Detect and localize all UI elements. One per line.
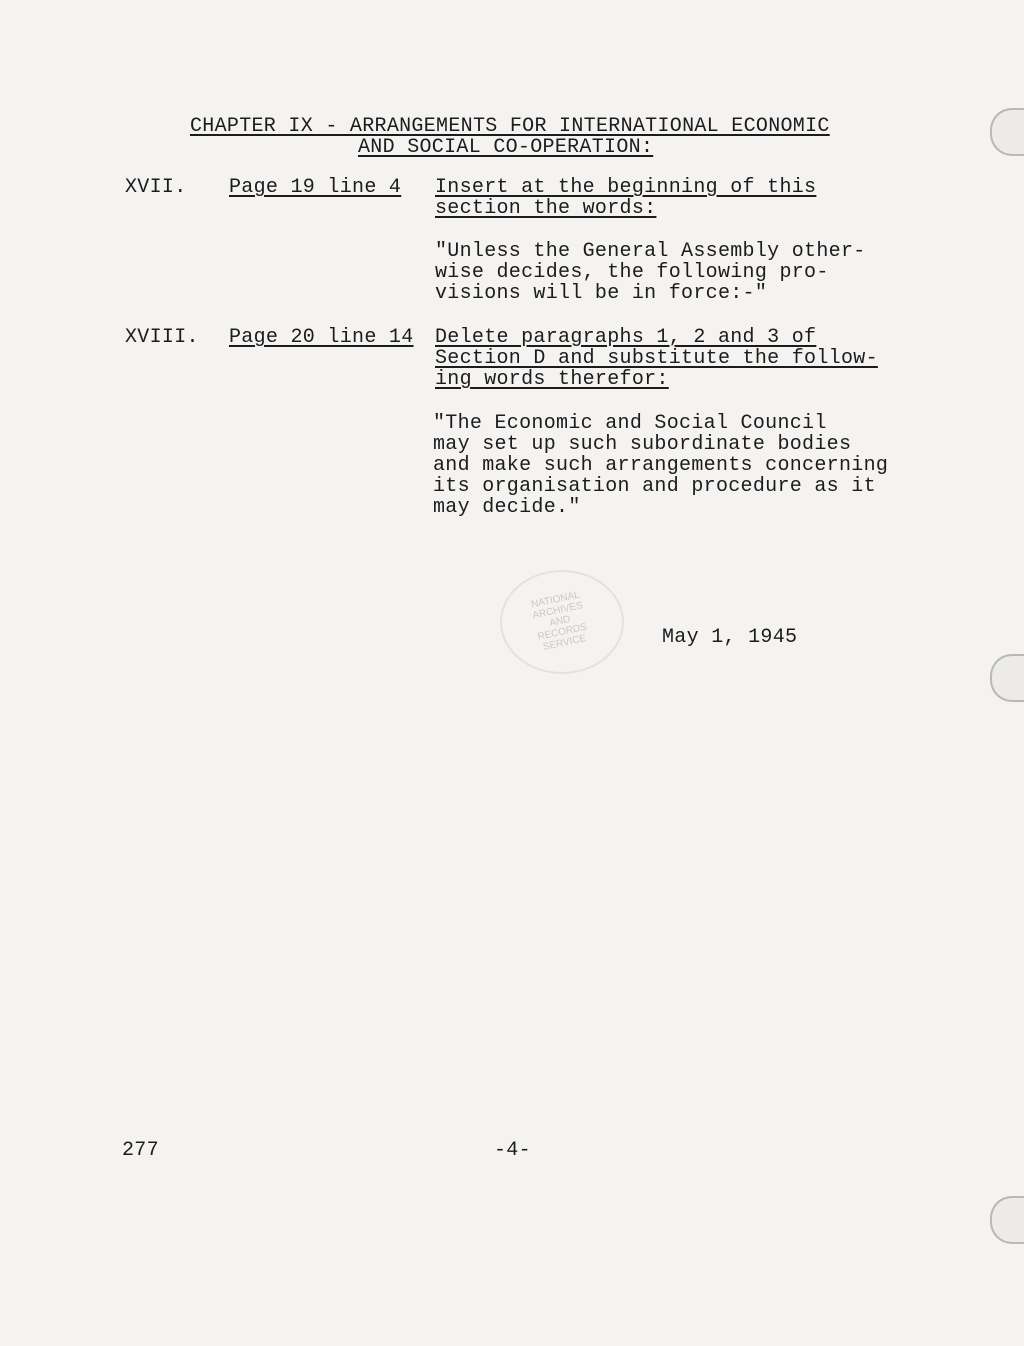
- entry-number: XVII.: [125, 176, 187, 199]
- chapter-heading-line-2: AND SOCIAL CO-OPERATION:: [358, 136, 654, 159]
- chapter-heading-line-1: CHAPTER IX - ARRANGEMENTS FOR INTERNATIONAL ECONOMIC: [190, 115, 830, 138]
- entry-instruction-line: section the words:: [435, 197, 657, 220]
- footer-document-number: 277: [122, 1139, 159, 1162]
- quoted-text-line: and make such arrangements concerning: [433, 454, 889, 477]
- quoted-text-line: "The Economic and Social Council: [433, 412, 827, 435]
- punch-hole-bottom: [990, 1196, 1024, 1244]
- footer-page-number: -4-: [494, 1139, 531, 1162]
- entry-instruction-line: Delete paragraphs 1, 2 and 3 of: [435, 326, 817, 349]
- entry-instruction-line: Section D and substitute the follow-: [435, 347, 878, 370]
- archive-stamp-text: NATIONAL ARCHIVES AND RECORDS SERVICE: [530, 589, 588, 653]
- quoted-text-line: "Unless the General Assembly other-: [435, 240, 866, 263]
- punch-hole-top: [990, 108, 1024, 156]
- entry-page-reference: Page 19 line 4: [229, 176, 402, 199]
- entry-instruction-line: ing words therefor:: [435, 368, 669, 391]
- quoted-text-line: may set up such subordinate bodies: [433, 433, 852, 456]
- entry-instruction-line: Insert at the beginning of this: [435, 176, 817, 199]
- entry-number: XVIII.: [125, 326, 199, 349]
- entry-page-reference: Page 20 line 14: [229, 326, 414, 349]
- quoted-text-line: wise decides, the following pro-: [435, 261, 829, 284]
- quoted-text-line: its organisation and procedure as it: [433, 475, 876, 498]
- punch-hole-middle: [990, 654, 1024, 702]
- quoted-text-line: may decide.": [433, 496, 581, 519]
- document-date: May 1, 1945: [662, 626, 798, 649]
- quoted-text-line: visions will be in force:-": [435, 282, 768, 305]
